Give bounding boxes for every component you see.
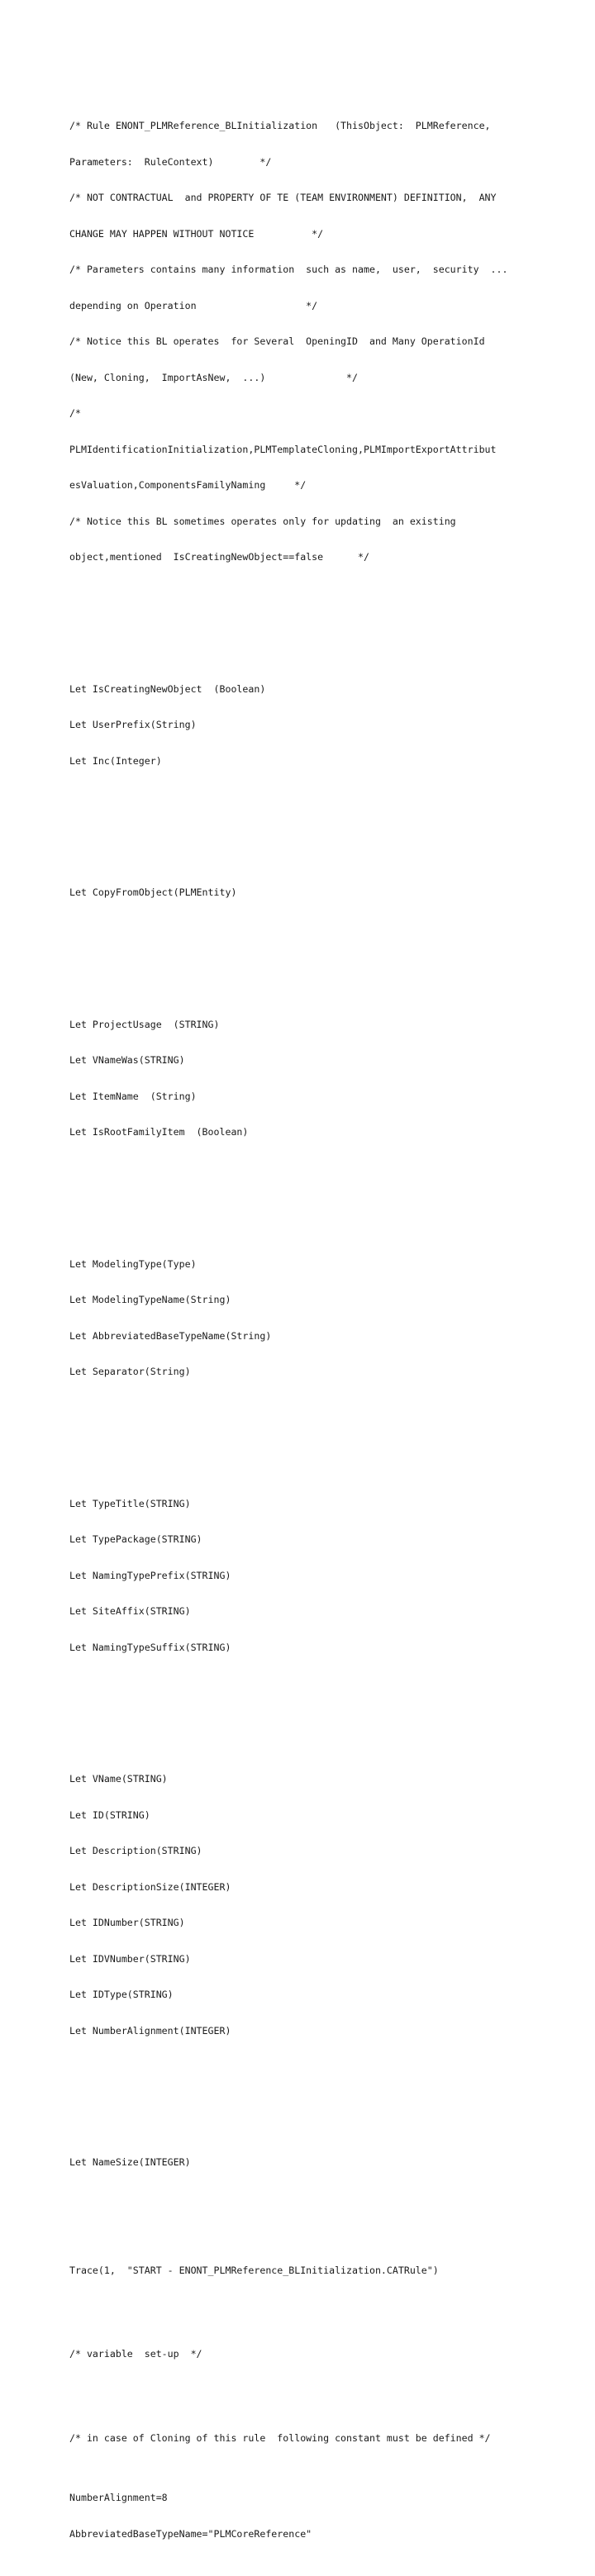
blank-line xyxy=(69,611,565,624)
let-declarations-group-5 xyxy=(69,1474,565,1678)
code-line: /* Parameters contains many information such as name, user, security ... xyxy=(69,264,508,275)
blank-line xyxy=(69,1426,565,1438)
code-line: /* Notice this BL sometimes operates only for updating an existing xyxy=(69,515,456,527)
code-line: Let IDNumber(STRING) xyxy=(69,1917,185,1928)
code-line: Let TypeTitle(STRING) xyxy=(69,1497,191,1509)
let-declarations-group-2 xyxy=(69,863,565,923)
code-line: /* Notice this BL operates for Several OpeningID and Many OperationId xyxy=(69,335,485,347)
assignment-block xyxy=(69,2468,565,2564)
code-line: Let VName(STRING) xyxy=(69,1773,168,1785)
code-line: NumberAlignment=8 xyxy=(69,2492,168,2503)
code-line: Let AbbreviatedBaseTypeName(String) xyxy=(69,1329,272,1342)
blank-line xyxy=(69,2084,565,2097)
code-line: Parameters: RuleContext) */ xyxy=(69,155,272,168)
blank-line xyxy=(69,2217,565,2229)
blank-line xyxy=(69,1186,565,1199)
code-line: Let NamingTypeSuffix(STRING) xyxy=(69,1641,231,1653)
code-line: Let Description(STRING) xyxy=(69,1845,202,1856)
code-line: PLMIdentificationInitialization,PLMTemplateCloning,PLMImportExportAttribut xyxy=(69,443,497,455)
code-line: Let IDVNumber(STRING) xyxy=(69,1952,191,1965)
code-line: Let CopyFromObject(PLMEntity) xyxy=(69,886,237,898)
code-line: Let NamingTypePrefix(STRING) xyxy=(69,1569,231,1581)
trace-statement: Trace(1, "START - ENONT_PLMReference_BLInitialization.CATRule") xyxy=(69,2264,439,2276)
code-line: /* xyxy=(69,407,81,419)
code-line: Let DescriptionSize(INTEGER) xyxy=(69,1880,231,1893)
blank-line xyxy=(69,2300,565,2312)
code-line: CHANGE MAY HAPPEN WITHOUT NOTICE */ xyxy=(69,227,324,240)
code-line: AbbreviatedBaseTypeName="PLMCoreReference" xyxy=(69,2527,312,2540)
code-line: Let NumberAlignment(INTEGER) xyxy=(69,2024,231,2037)
code-document xyxy=(69,72,565,2576)
cloning-comment: /* in case of Cloning of this rule following constant must be defined */ xyxy=(69,2431,491,2444)
let-declarations-group-4 xyxy=(69,1234,565,1402)
code-line: Let UserPrefix(String) xyxy=(69,719,197,730)
let-declarations-group-7 xyxy=(69,2132,565,2193)
code-line: depending on Operation */ xyxy=(69,299,318,311)
code-line: Let Separator(String) xyxy=(69,1366,191,1377)
blank-line xyxy=(69,947,565,959)
code-line: Let ID(STRING) xyxy=(69,1808,150,1821)
code-line: Let IsCreatingNewObject (Boolean) xyxy=(69,682,266,695)
code-line: Let ModelingTypeName(String) xyxy=(69,1294,231,1305)
code-line: Let ProjectUsage (STRING) xyxy=(69,1018,220,1030)
let-declarations-group-3 xyxy=(69,995,565,1162)
code-line: Let TypePackage(STRING) xyxy=(69,1533,202,1545)
code-line: (New, Cloning, ImportAsNew, ...) */ xyxy=(69,371,359,383)
let-declarations-group-6 xyxy=(69,1749,565,2060)
header-comment-block xyxy=(69,96,565,587)
code-line: Let VNameWas(STRING) xyxy=(69,1054,185,1066)
code-line: /* NOT CONTRACTUAL and PROPERTY OF TE (TEAM ENVIRONMENT) DEFINITION, ANY xyxy=(69,192,497,203)
let-declarations-group-1 xyxy=(69,659,565,791)
code-line: Let IDType(STRING) xyxy=(69,1989,174,2000)
code-line: Let Inc(Integer) xyxy=(69,754,162,767)
setup-comment: /* variable set-up */ xyxy=(69,2348,202,2360)
blank-line xyxy=(69,2384,565,2397)
blank-line xyxy=(69,815,565,827)
code-line: Let IsRootFamilyItem (Boolean) xyxy=(69,1126,249,1138)
code-line: Let ItemName (String) xyxy=(69,1090,197,1102)
code-line: Let SiteAffix(STRING) xyxy=(69,1605,191,1617)
code-line: Let NameSize(INTEGER) xyxy=(69,2156,191,2168)
code-line: /* Rule ENONT_PLMReference_BLInitialization (ThisObject: PLMReference, xyxy=(69,120,491,131)
blank-line xyxy=(69,1701,565,1713)
code-line: object,mentioned IsCreatingNewObject==false */ xyxy=(69,551,369,563)
code-line: esValuation,ComponentsFamilyNaming */ xyxy=(69,479,307,491)
code-line: Let ModelingType(Type) xyxy=(69,1257,197,1270)
